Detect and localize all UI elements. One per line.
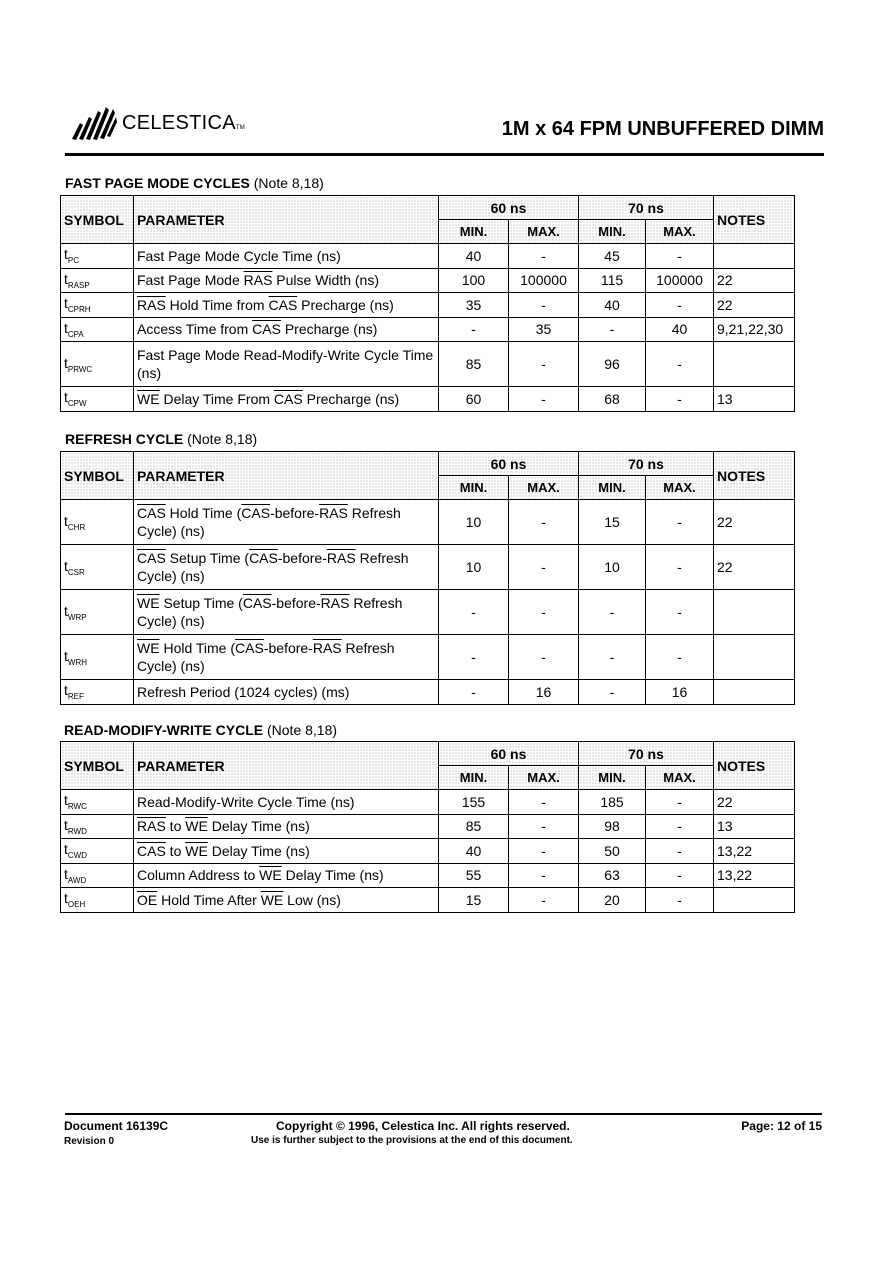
parameter-text: Hold Time ( <box>159 640 236 656</box>
parameter-text: Precharge (ns) <box>302 390 400 407</box>
max-60ns-cell: - <box>509 590 579 635</box>
column-header-70ns: 70 ns <box>579 196 714 220</box>
min-60ns-cell: 55 <box>439 863 509 888</box>
signal-name-overline: $\overline{RAS}$ <box>137 818 166 835</box>
signal-name-overline: $\overline{CAS}$ <box>242 595 272 611</box>
parameter-cell <box>134 545 439 590</box>
parameter-text: Setup Time ( <box>159 595 243 611</box>
trademark-mark: TM <box>235 125 246 131</box>
parameter-text: Precharge (ns) <box>280 321 378 338</box>
table-row <box>61 545 795 590</box>
max-70ns-cell: - <box>646 839 714 864</box>
section-title-text: FAST PAGE MODE CYCLES <box>65 175 250 191</box>
symbol-cell <box>61 268 134 293</box>
min-60ns-cell: 35 <box>439 293 509 318</box>
signal-name-overline: $\overline{WE}$ <box>259 867 282 884</box>
symbol-text: t <box>64 682 68 699</box>
symbol-subscript: OEH <box>67 900 86 910</box>
parameter-text: -before- <box>277 550 327 566</box>
parameter-text: -before- <box>263 640 313 656</box>
table-row <box>61 635 795 680</box>
section-title-text: REFRESH CYCLE <box>65 431 184 447</box>
column-header-60ns: 60 ns <box>439 196 579 220</box>
symbol-text: t <box>64 890 68 907</box>
symbol-text: t <box>64 557 68 574</box>
min-70ns-cell: 40 <box>579 293 646 318</box>
symbol-text: t <box>64 246 68 263</box>
section-title-text: READ-MODIFY-WRITE CYCLE <box>64 722 264 738</box>
parameter-cell <box>134 590 439 635</box>
symbol-cell <box>61 387 134 412</box>
min-60ns-cell: - <box>439 680 509 705</box>
parameter-text: to <box>165 842 186 859</box>
symbol-text: t <box>64 647 68 664</box>
symbol-subscript: REF <box>67 692 84 702</box>
notes-cell: 13,22 <box>714 839 795 864</box>
notes-cell: 22 <box>714 545 795 590</box>
notes-cell <box>714 888 795 913</box>
min-60ns-cell: 10 <box>439 545 509 590</box>
min-60ns-cell: 85 <box>439 342 509 387</box>
min-70ns-cell: - <box>579 317 646 342</box>
symbol-text: t <box>64 319 68 336</box>
table-row <box>61 590 795 635</box>
table-row <box>61 500 795 545</box>
footer-use-notice: Use is further subject to the provisions at the end of this document. <box>251 1135 573 1146</box>
footer-divider <box>65 1113 822 1115</box>
min-70ns-cell: - <box>579 680 646 705</box>
min-60ns-cell: 10 <box>439 500 509 545</box>
column-header-min-70ns: MIN. <box>579 766 646 790</box>
min-60ns-cell: 40 <box>439 244 509 269</box>
section-title <box>65 175 324 191</box>
symbol-subscript: PRWC <box>67 364 93 374</box>
min-60ns-cell: - <box>439 317 509 342</box>
min-70ns-cell: 98 <box>579 814 646 839</box>
max-60ns-cell: - <box>509 342 579 387</box>
section-title-note: (Note 8,18) <box>187 431 258 447</box>
column-header-max-70ns: MAX. <box>646 220 714 244</box>
parameter-text: Refresh Period (1024 cycles) (ms) <box>137 683 350 700</box>
signal-name-overline: $\overline{CAS}$ <box>268 296 298 313</box>
min-70ns-cell: - <box>579 590 646 635</box>
min-60ns-cell: 100 <box>439 268 509 293</box>
column-header-min-60ns: MIN. <box>439 766 509 790</box>
table-row <box>61 293 795 318</box>
column-header-parameter: PARAMETER <box>134 742 439 790</box>
max-60ns-cell: - <box>509 839 579 864</box>
parameter-text: Refresh Cycle) (ns) <box>137 640 395 674</box>
symbol-text: t <box>64 602 68 619</box>
max-70ns-cell: 16 <box>646 680 714 705</box>
parameter-text: Fast Page Mode Read-Modify-Write Cycle Time (ns) <box>137 347 434 381</box>
symbol-text: t <box>64 816 68 833</box>
table-row <box>61 387 795 412</box>
signal-name-overline: $\overline{CAS}$ <box>241 505 271 521</box>
parameter-text: Setup Time ( <box>165 550 250 566</box>
signal-name-overline: $\overline{CAS}$ <box>249 550 278 566</box>
notes-cell: 22 <box>714 268 795 293</box>
symbol-text: t <box>64 841 68 858</box>
parameter-text: to <box>165 818 186 835</box>
column-header-max-60ns: MAX. <box>509 766 579 790</box>
parameter-cell <box>134 244 439 269</box>
parameter-text: Fast Page Mode Cycle Time (ns) <box>137 247 341 264</box>
max-70ns-cell: - <box>646 500 714 545</box>
spec-table <box>60 741 795 913</box>
parameter-text: Low (ns) <box>283 891 341 908</box>
symbol-subscript: WRP <box>67 612 87 622</box>
column-header-70ns: 70 ns <box>579 452 714 476</box>
column-header-notes: NOTES <box>714 452 795 500</box>
section-title-note: (Note 8,18) <box>267 722 338 738</box>
signal-name-overline: $\overline{RAS}$ <box>320 595 350 611</box>
symbol-text: t <box>64 389 68 406</box>
parameter-text: Delay Time (ns) <box>207 818 310 835</box>
symbol-subscript: CWD <box>67 851 87 861</box>
signal-name-overline: $\overline{RAS}$ <box>326 550 356 566</box>
max-60ns-cell: - <box>509 293 579 318</box>
symbol-subscript: WRH <box>67 657 87 667</box>
company-logo <box>70 103 246 141</box>
parameter-cell <box>134 635 439 680</box>
column-header-symbol: SYMBOL <box>61 452 134 500</box>
max-60ns-cell: 16 <box>509 680 579 705</box>
symbol-subscript: CSR <box>67 567 85 577</box>
parameter-cell <box>134 500 439 545</box>
notes-cell: 22 <box>714 790 795 815</box>
min-60ns-cell: 15 <box>439 888 509 913</box>
min-60ns-cell: - <box>439 635 509 680</box>
column-header-parameter: PARAMETER <box>134 452 439 500</box>
parameter-text: Access Time from <box>137 321 253 338</box>
column-header-max-60ns: MAX. <box>509 476 579 500</box>
notes-cell: 22 <box>714 293 795 318</box>
signal-name-overline: $\overline{CAS}$ <box>273 390 303 407</box>
symbol-cell <box>61 293 134 318</box>
symbol-subscript: RWD <box>67 826 87 836</box>
signal-name-overline: $\overline{CAS}$ <box>137 505 166 521</box>
signal-name-overline: $\overline{CAS}$ <box>137 550 166 566</box>
max-70ns-cell: - <box>646 590 714 635</box>
signal-name-overline: $\overline{CAS}$ <box>252 321 281 338</box>
max-60ns-cell: - <box>509 888 579 913</box>
parameter-text: Hold Time ( <box>165 505 242 521</box>
parameter-cell <box>134 293 439 318</box>
symbol-cell <box>61 680 134 705</box>
table-row <box>61 317 795 342</box>
parameter-text: Pulse Width (ns) <box>272 272 380 289</box>
parameter-text: Refresh Cycle) (ns) <box>137 505 401 539</box>
max-70ns-cell: 40 <box>646 317 714 342</box>
table-row <box>61 814 795 839</box>
signal-name-overline: $\overline{WE}$ <box>137 390 160 407</box>
parameter-text: Precharge (ns) <box>297 296 394 313</box>
min-70ns-cell: 10 <box>579 545 646 590</box>
symbol-cell <box>61 342 134 387</box>
signal-name-overline: $\overline{WE}$ <box>185 842 208 859</box>
symbol-cell <box>61 244 134 269</box>
table-header-row <box>61 742 795 766</box>
min-60ns-cell: 60 <box>439 387 509 412</box>
symbol-cell <box>61 635 134 680</box>
parameter-cell <box>134 342 439 387</box>
section-title <box>64 722 337 738</box>
max-60ns-cell: 100000 <box>509 268 579 293</box>
parameter-cell <box>134 680 439 705</box>
symbol-subscript: CPW <box>67 399 87 409</box>
symbol-cell <box>61 888 134 913</box>
parameter-cell <box>134 317 439 342</box>
parameter-cell <box>134 814 439 839</box>
max-60ns-cell: - <box>509 500 579 545</box>
notes-cell: 9,21,22,30 <box>714 317 795 342</box>
parameter-cell <box>134 888 439 913</box>
column-header-min-60ns: MIN. <box>439 476 509 500</box>
min-70ns-cell: 20 <box>579 888 646 913</box>
column-header-max-70ns: MAX. <box>646 766 714 790</box>
parameter-text: Hold Time from <box>165 296 269 313</box>
spec-table <box>60 195 795 412</box>
signal-name-overline: $\overline{CAS}$ <box>137 842 166 859</box>
signal-name-overline: $\overline{RAS}$ <box>137 296 166 313</box>
signal-name-overline: $\overline{RAS}$ <box>312 640 342 656</box>
table-row <box>61 680 795 705</box>
max-60ns-cell: - <box>509 635 579 680</box>
parameter-text: Delay Time From <box>159 390 274 407</box>
column-header-max-70ns: MAX. <box>646 476 714 500</box>
notes-cell: 22 <box>714 500 795 545</box>
notes-cell <box>714 342 795 387</box>
max-60ns-cell: - <box>509 863 579 888</box>
parameter-cell <box>134 790 439 815</box>
table-row <box>61 342 795 387</box>
parameter-text: Refresh Cycle) (ns) <box>137 550 409 584</box>
symbol-cell <box>61 814 134 839</box>
symbol-cell <box>61 863 134 888</box>
max-60ns-cell: - <box>509 244 579 269</box>
symbol-text: t <box>64 295 68 312</box>
min-70ns-cell: 45 <box>579 244 646 269</box>
min-60ns-cell: 85 <box>439 814 509 839</box>
symbol-cell <box>61 545 134 590</box>
symbol-cell <box>61 790 134 815</box>
column-header-min-60ns: MIN. <box>439 220 509 244</box>
table-row <box>61 888 795 913</box>
symbol-subscript: RASP <box>67 280 90 290</box>
symbol-subscript: PC <box>67 256 80 266</box>
document-title: 1M x 64 FPM UNBUFFERED DIMM <box>501 118 824 140</box>
notes-cell <box>714 635 795 680</box>
symbol-subscript: AWD <box>67 875 87 885</box>
min-70ns-cell: 115 <box>579 268 646 293</box>
section-title-note: (Note 8,18) <box>253 175 324 191</box>
symbol-subscript: CPA <box>67 329 84 339</box>
parameter-text: Delay Time (ns) <box>207 842 310 859</box>
column-header-max-60ns: MAX. <box>509 220 579 244</box>
table-row <box>61 268 795 293</box>
footer-copyright: Copyright © 1996, Celestica Inc. All rights reserved. <box>276 1119 570 1133</box>
symbol-text: t <box>64 270 68 287</box>
symbol-cell <box>61 500 134 545</box>
notes-cell <box>714 680 795 705</box>
column-header-notes: NOTES <box>714 196 795 244</box>
parameter-text: Delay Time (ns) <box>281 867 384 884</box>
parameter-cell <box>134 839 439 864</box>
footer-page-number: Page: 12 of 15 <box>741 1119 822 1133</box>
company-name: CELESTICATM <box>122 112 246 134</box>
notes-cell <box>714 590 795 635</box>
max-70ns-cell: - <box>646 293 714 318</box>
column-header-60ns: 60 ns <box>439 742 579 766</box>
min-70ns-cell: 185 <box>579 790 646 815</box>
column-header-notes: NOTES <box>714 742 795 790</box>
min-70ns-cell: 50 <box>579 839 646 864</box>
footer-document-number: Document 16139C <box>64 1119 169 1133</box>
parameter-cell <box>134 863 439 888</box>
min-70ns-cell: 63 <box>579 863 646 888</box>
column-header-symbol: SYMBOL <box>61 742 134 790</box>
max-60ns-cell: - <box>509 790 579 815</box>
parameter-cell <box>134 268 439 293</box>
column-header-symbol: SYMBOL <box>61 196 134 244</box>
parameter-text: Hold Time After <box>157 891 261 908</box>
parameter-text: Column Address to <box>137 867 260 884</box>
signal-name-overline: $\overline{WE}$ <box>137 595 160 611</box>
parameter-text: Refresh Cycle) (ns) <box>137 595 403 629</box>
table-header-row <box>61 452 795 476</box>
notes-cell: 13 <box>714 387 795 412</box>
column-header-parameter: PARAMETER <box>134 196 439 244</box>
max-70ns-cell: - <box>646 863 714 888</box>
symbol-cell <box>61 317 134 342</box>
spec-table <box>60 451 795 705</box>
table-row <box>61 244 795 269</box>
celestica-logo-icon <box>70 103 118 141</box>
parameter-text: Fast Page Mode <box>137 272 244 289</box>
symbol-cell <box>61 590 134 635</box>
column-header-60ns: 60 ns <box>439 452 579 476</box>
parameter-cell <box>134 387 439 412</box>
min-70ns-cell: 15 <box>579 500 646 545</box>
table-row <box>61 839 795 864</box>
signal-name-overline: $\overline{CAS}$ <box>235 640 264 656</box>
max-60ns-cell: - <box>509 387 579 412</box>
symbol-text: t <box>64 354 68 371</box>
column-header-70ns: 70 ns <box>579 742 714 766</box>
table-row <box>61 863 795 888</box>
signal-name-overline: $\overline{WE}$ <box>185 818 208 835</box>
max-70ns-cell: - <box>646 244 714 269</box>
symbol-subscript: CPRH <box>67 305 91 315</box>
footer-revision: Revision 0 <box>64 1136 115 1147</box>
notes-cell <box>714 244 795 269</box>
max-60ns-cell: - <box>509 545 579 590</box>
section-title <box>65 431 257 447</box>
signal-name-overline: $\overline{WE}$ <box>260 891 284 908</box>
min-70ns-cell: 68 <box>579 387 646 412</box>
column-header-min-70ns: MIN. <box>579 476 646 500</box>
notes-cell: 13 <box>714 814 795 839</box>
table-row <box>61 790 795 815</box>
parameter-text: -before- <box>270 505 320 521</box>
symbol-subscript: RWC <box>67 802 87 812</box>
min-60ns-cell: 40 <box>439 839 509 864</box>
parameter-text: -before- <box>271 595 321 611</box>
parameter-text: Read-Modify-Write Cycle Time (ns) <box>137 793 355 810</box>
signal-name-overline: $\overline{RAS}$ <box>319 505 348 521</box>
max-60ns-cell: - <box>509 814 579 839</box>
min-60ns-cell: - <box>439 590 509 635</box>
max-60ns-cell: 35 <box>509 317 579 342</box>
min-70ns-cell: 96 <box>579 342 646 387</box>
symbol-text: t <box>64 865 68 882</box>
max-70ns-cell: - <box>646 545 714 590</box>
notes-cell: 13,22 <box>714 863 795 888</box>
max-70ns-cell: 100000 <box>646 268 714 293</box>
max-70ns-cell: - <box>646 635 714 680</box>
max-70ns-cell: - <box>646 790 714 815</box>
min-60ns-cell: 155 <box>439 790 509 815</box>
signal-name-overline: $\overline{OE}$ <box>137 891 158 908</box>
symbol-text: t <box>64 792 68 809</box>
max-70ns-cell: - <box>646 888 714 913</box>
min-70ns-cell: - <box>579 635 646 680</box>
max-70ns-cell: - <box>646 342 714 387</box>
symbol-cell <box>61 839 134 864</box>
signal-name-overline: $\overline{RAS}$ <box>243 272 273 289</box>
table-header-row <box>61 196 795 220</box>
header-divider <box>65 153 824 156</box>
symbol-text: t <box>64 512 68 529</box>
signal-name-overline: $\overline{WE}$ <box>137 640 160 656</box>
max-70ns-cell: - <box>646 387 714 412</box>
symbol-subscript: CHR <box>67 522 86 532</box>
max-70ns-cell: - <box>646 814 714 839</box>
column-header-min-70ns: MIN. <box>579 220 646 244</box>
